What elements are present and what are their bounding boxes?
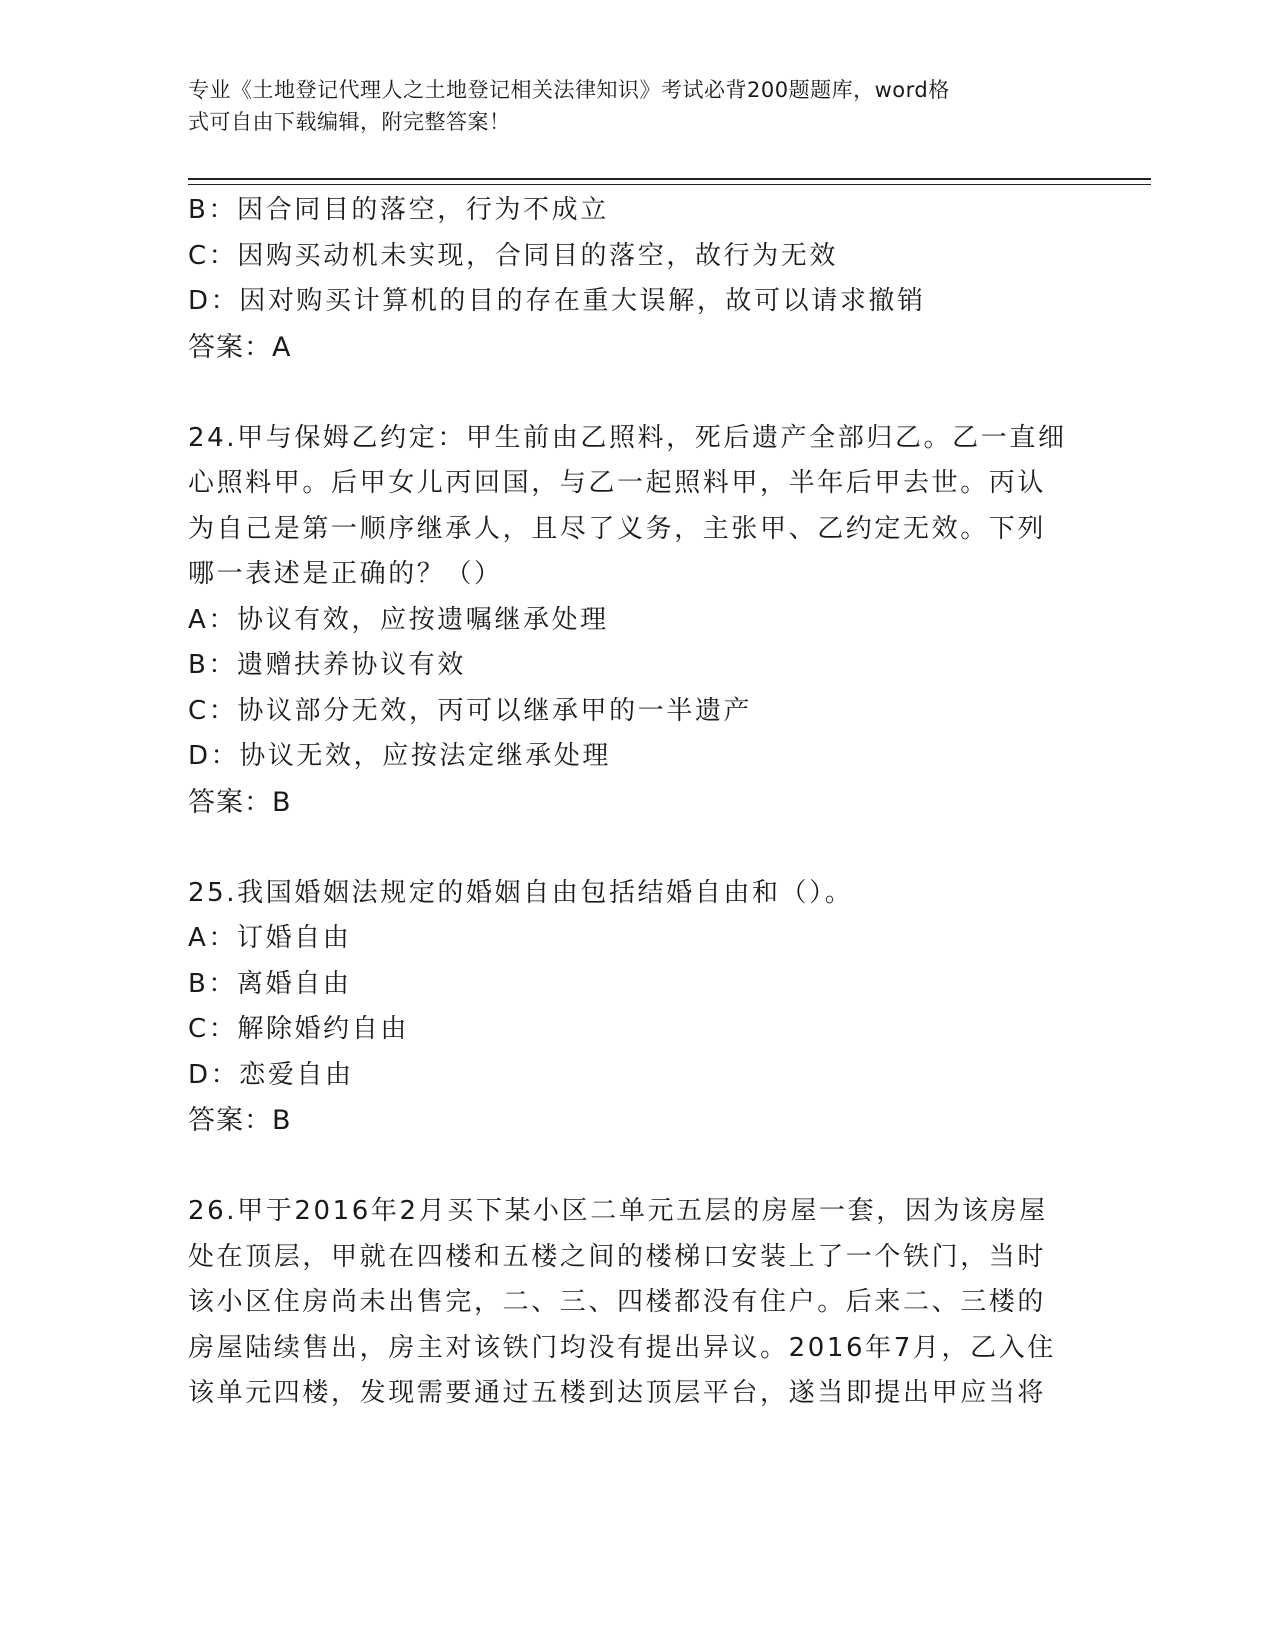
- option-d: D：因对购买计算机的目的存在重大误解，故可以请求撤销: [188, 286, 926, 316]
- page-header: [188, 74, 1068, 138]
- question-25: [188, 871, 1088, 1144]
- answer-line: 答案：B: [188, 1105, 292, 1136]
- question-stem-line: 24.甲与保姆乙约定：甲生前由乙照料，死后遗产全部归乙。乙一直细: [188, 422, 1067, 453]
- option-d: D：协议无效，应按法定继承处理: [188, 741, 612, 771]
- question-stem-line: 该单元四楼，发现需要通过五楼到达顶层平台，遂当即提出甲应当将: [188, 1378, 1047, 1408]
- question-stem-line: 哪一表述是正确的？（）: [188, 559, 503, 589]
- question-24: [188, 416, 1088, 826]
- question-stem-line: 该小区住房尚未出售完，二、三、四楼都没有住户。后来二、三楼的: [188, 1287, 1047, 1317]
- header-divider-thick: [188, 178, 1151, 180]
- question-stem-line: 处在顶层，甲就在四楼和五楼之间的楼梯口安装上了一个铁门，当时: [188, 1241, 1047, 1272]
- spacer: [188, 370, 1088, 416]
- question-23: [188, 188, 1088, 370]
- header-line-1: 专业《土地登记代理人之土地登记相关法律知识》考试必背200题题库，word格: [188, 78, 950, 102]
- question-stem-line: 为自己是第一顺序继承人，且尽了义务，主张甲、乙约定无效。下列: [188, 513, 1047, 544]
- option-b: B：因合同目的落空，行为不成立: [188, 195, 609, 225]
- question-content: [188, 188, 1088, 1417]
- answer-line: 答案：B: [188, 786, 292, 818]
- question-stem-line: 房屋陆续售出，房主对该铁门均没有提出异议。2016年7月，乙入住: [188, 1332, 1056, 1363]
- option-d: D：恋爱自由: [188, 1059, 354, 1090]
- spacer: [188, 825, 1088, 871]
- header-line-2: 式可自由下载编辑，附完整答案！: [188, 110, 511, 134]
- option-c: C：因购买动机未实现，合同目的落空，故行为无效: [188, 240, 838, 271]
- question-stem-line: 心照料甲。后甲女儿丙回国，与乙一起照料甲，半年后甲去世。丙认: [188, 468, 1047, 498]
- spacer: [188, 1144, 1088, 1190]
- option-c: C：协议部分无效，丙可以继承甲的一半遗产: [188, 695, 753, 726]
- question-stem-line: 25.我国婚姻法规定的婚姻自由包括结婚自由和（）。: [188, 877, 854, 908]
- option-a: A：订婚自由: [188, 923, 352, 953]
- question-stem-line: 26.甲于2016年2月买下某小区二单元五层的房屋一套，因为该房屋: [188, 1196, 1048, 1226]
- option-b: B：遗赠扶养协议有效: [188, 650, 466, 680]
- option-c: C：解除婚约自由: [188, 1014, 409, 1044]
- option-b: B：离婚自由: [188, 968, 352, 999]
- option-a: A：协议有效，应按遗嘱继承处理: [188, 604, 609, 635]
- header-divider-thin: [188, 184, 1151, 185]
- question-26: [188, 1189, 1088, 1417]
- answer-line: 答案：A: [188, 331, 292, 363]
